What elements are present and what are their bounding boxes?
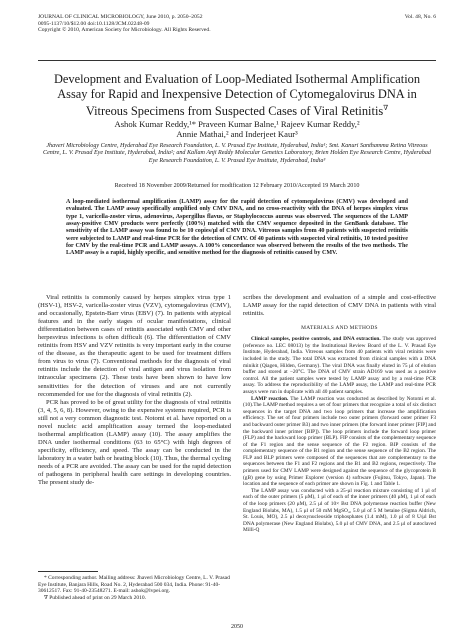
page-number: 2050: [231, 624, 243, 630]
header-divider: [38, 60, 436, 61]
affiliations: Jhaveri Microbiology Centre, Hyderabad Eye Research Foundation, L. V. Prasad Eye Institute, Hyderabad, India¹; Smt. Kanuri Santhamma Retina Vitreous Centre, L. V. Prasad Eye Institute, Hyderabad, India²; and Kallam Anji Reddy Molecular Genetics Laboratory, Brien Holden Eye Research Centre, Hyderabad Eye Research Foundation, L. V. Prasad Eye Institute, Hyderabad, India³: [43, 143, 431, 164]
methods-paragraph: [243, 336, 436, 395]
received-dates: Received 18 November 2009/Returned for modification 12 February 2010/Accepted 19 March 2010: [114, 183, 360, 189]
copyright-line: Copyright © 2010, American Society for Microbiology. All Rights Reserved.: [38, 27, 211, 34]
run-in-heading: LAMP reaction.: [251, 395, 289, 402]
authors-line-2: Annie Mathai,² and Inderjeet Kaur³: [176, 129, 298, 140]
methods-paragraph: [243, 396, 436, 488]
paragraph-text: The LAMP reaction was conducted as described by Notomi et al. (10).The LAMP method requires a set of four primers that recognize a total of six distinct sequences in the target DNA and two loop primers that increase the amplification efficiency. The set of four primers include two outer primers (forward outer primer F3 and backward outer primer B3) and two inner primers (the forward inner primer [FIP] and the backward inner primer [BIP]). The loop primers include the forward loop primer (FLP) and the backward loop primer (BLP). FIP consists of the complementary sequence of the F1 region and the sense sequence of the F2 region. BIP consists of the complementary sequence of the B1 region and the sense sequence of the B2 region. The FLP and BLP primers were composed of the sequences that are complementary to the sequences between the F1 and F2 regions and the B1 and B2 regions, respectively. The primers used for CMV LAMP were designed against the sequence of the glycoprotein B (gB) gene by using Primer Explorer (version 4) software (Fujitsu, Tokyo, Japan). The location and the sequence of each primer are shown in Fig. 1 and Table 1.: [243, 395, 436, 488]
volume-issue: Vol. 48, No. 6: [404, 14, 436, 20]
journal-line: JOURNAL OF CLINICAL MICROBIOLOGY, June 2010, p. 2050–2052: [38, 14, 203, 20]
body-paragraph: PCR has proved to be of great utility for the diagnosis of viral retinitis (3, 4, 5, 6, 8). However, owing to the expensive systems required, PCR is still not a very common diagnostic test. Notomi et al. have reported on a novel nucleic acid amplification assay termed the loop-mediated isothermal amplification (LAMP) assay (10). The assay amplifies the DNA under isothermal conditions (63 to 65°C) with high degrees of specificity, efficiency, and speed. The assay can be conducted in the laboratory in a water bath or heating block (10). Thus, the thermal cycling needs of a PCR are avoided. The assay can be used for the rapid detection of pathogens in peripheral health care settings in developing countries. The present study de-: [38, 398, 231, 487]
running-header: [38, 14, 211, 34]
body-paragraph: scribes the development and evaluation of a simple and cost-effective LAMP assay for the rapid detection of CMV DNA in patients with viral retinitis.: [243, 294, 436, 318]
footnotes: [38, 575, 231, 601]
published-ahead-note: ∇ Published ahead of print on 29 March 2010.: [44, 594, 147, 601]
methods-section: [243, 336, 436, 534]
authors-line-1: Ashok Kumar Reddy,¹* Praveen Kumar Balne,¹ Rajeev Kumar Reddy,²: [114, 119, 360, 129]
body-left-column: [38, 294, 231, 487]
footnote-divider: [38, 571, 98, 572]
run-in-heading: Clinical samples, positive controls, and DNA extraction.: [251, 336, 381, 343]
body-right-column: [243, 294, 436, 534]
issn-doi-line: 0095-1137/10/$12.00 doi:10.1128/JCM.02248-09: [38, 20, 150, 27]
article-title: [38, 72, 436, 119]
section-heading: MATERIALS AND METHODS: [301, 325, 378, 332]
article-title-text: Development and Evaluation of Loop-Mediated Isothermal Amplification Assay for Rapid and Inexpensive Detection of Cytomegalovirus DNA in Vitreous Specimens from Suspected Cases of Viral Retinitis: [53, 72, 421, 119]
corresponding-author-note: * Corresponding author. Mailing address: Jhaveri Microbiology Centre, L. V. Prasad Eye Institute, Banjara Hills, Road No. 2, Hyderabad 500 034, India. Phone: 91-40-30612517. Fax: 91-40-23548271. E-mail: ashok@lvpei.org.: [38, 575, 230, 595]
body-paragraph: Viral retinitis is commonly caused by herpes simplex virus type 1 (HSV-1), HSV-2, varicella-zoster virus (VZV), cytomegalovirus (CMV), and occasionally, Epstein-Barr virus (EBV) (7). In patients with atypical features and in the early stages of ocular manifestations, clinical differentiation between cases of retinitis associated with CMV and other herpesvirus infections is often difficult (6). The differentiation of CMV retinitis from HSV and VZV retinitis is very important early in the course of the disease, as the therapeutic agent to be used for treatment differs from virus to virus (7). Conventional methods for the diagnosis of viral retinitis include the detection of viral antigen and virus isolation from intraocular specimens (2). These tests have been shown to have low sensitivities for the detection of viruses and are not currently recommended for use for the diagnosis of viral retinitis (2).: [38, 294, 231, 398]
paragraph-text: The study was approved (reference no. LEC 08013) by the Institutional Review Board of the L. V. Prasad Eye Institute, Hyderabad, India. Vitreous samples from 40 patients with viral retinitis were included in the study. The total DNA was extracted from clinical samples with a DNA minikit (Qiagen, Hilden, Germany). The viral DNA was finally eluted in 75 μl of elution buffer and stored at −20°C. The DNA of CMV strain AD169 was used as a positive control. All the patient samples were tested by LAMP assay and by a real-time PCR assay. To address the reproducibility of the LAMP assay, the LAMP and real-time PCR assays were run in duplicate with all 40 patient samples.: [243, 336, 436, 395]
abstract: A loop-mediated isothermal amplification (LAMP) assay for the rapid detection of cytomegalovirus (CMV) was developed and evaluated. The LAMP assay specifically amplified only CMV DNA, and no cross-reactivity with the DNA of herpes simplex virus type 1, varicella-zoster virus, adenovirus, Aspergillus flavus, or Staphylococcus aureus was observed. The sequences of the LAMP assay-positive CMV products were perfectly (100%) matched with the CMV sequence deposited in the GenBank database. The sensitivity of the LAMP assay was found to be 10 copies/μl of CMV DNA. Vitreous samples from 40 patients with suspected retinitis were subjected to LAMP and real-time PCR for the detection of CMV. Of 40 patients with suspected viral retinitis, 10 tested positive for CMV by the real-time PCR and LAMP assays. A 100% concordance was observed between the results of the two methods. The LAMP assay is a rapid, highly specific, and sensitive method for the diagnosis of retinitis caused by CMV.: [66, 199, 408, 257]
author-list: [38, 119, 436, 140]
title-footnote-mark: ∇: [383, 104, 389, 113]
methods-paragraph: The LAMP assay was conducted with a 25-μl reaction mixture consisting of 1 μl of each of the outer primers (5 μM), 1 μl of each of the inner primers (40 μM), 1 μl of each of the loop primers (20 μM), 2.5 μl of 10× Bst DNA polymerase reaction buffer (New England Biolabs, MA), 1.5 μl of 50 mM MgSO₄, 5.0 μl of 5 M betaine (Sigma Aldrich, St. Louis, MO), 2.5 μl deoxynucleoside triphosphates (1.4 mM), 1.0 μl of 8 U/μl Bst DNA polymerase (New England Biolabs), 5.0 μl of CMV DNA, and 2.5 μl of autoclaved Milli-Q: [243, 487, 436, 534]
